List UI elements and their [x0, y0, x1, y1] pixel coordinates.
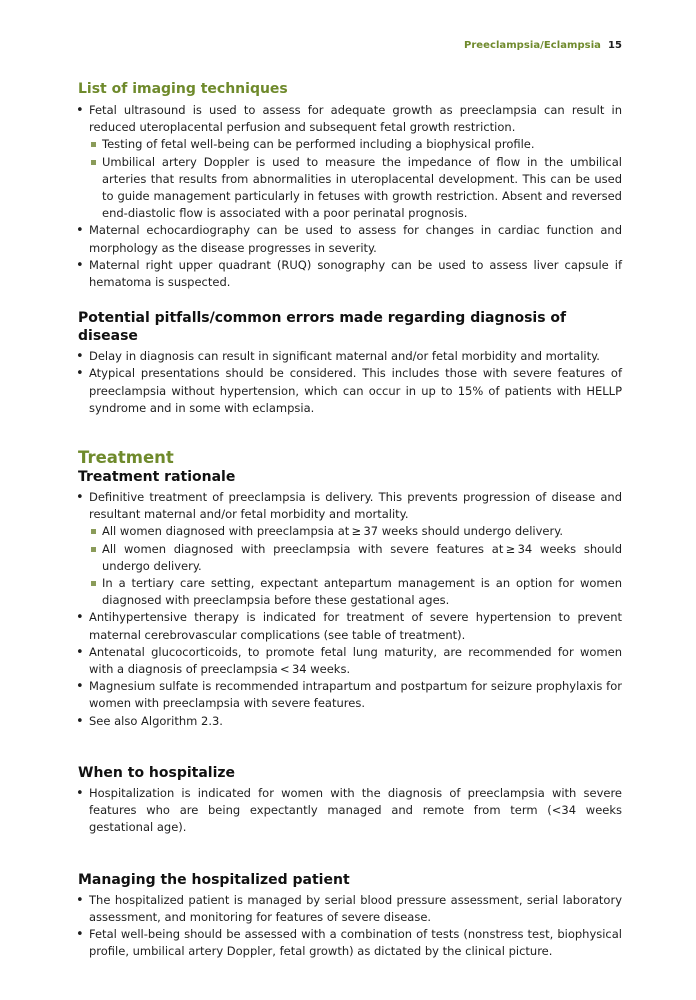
list-item: • Antenatal glucocorticoids, to promote fetal lung maturity, are recommended for women with a diagnosis of preeclampsia < 34 weeks. — [78, 644, 622, 678]
hospitalize-section — [78, 764, 622, 837]
treatment-list — [78, 489, 622, 730]
sub-list — [89, 523, 622, 609]
list-item: • Fetal well-being should be assessed with a combination of tests (nonstress test, biophysical profile, umbilical artery Doppler, fetal growth) as dictated by the clinical picture. — [78, 926, 622, 960]
sub-list-item: All women diagnosed with preeclampsia with severe features at ≥ 34 weeks should undergo delivery. — [89, 541, 622, 575]
list-item: • Maternal right upper quadrant (RUQ) sonography can be used to assess liver capsule if hematoma is suspected. — [78, 257, 622, 291]
list-item: • The hospitalized patient is managed by serial blood pressure assessment, serial laboratory assessment, and monitoring for features of severe disease. — [78, 892, 622, 926]
imaging-heading: List of imaging techniques — [78, 81, 288, 97]
list-item: • Maternal echocardiography can be used to assess for changes in cardiac function and morphology as the disease progresses in severity. — [78, 222, 622, 256]
sub-list-item: Umbilical artery Doppler is used to measure the impedance of flow in the umbilical arteries that results from abnormalities in uteroplacental development. This can be used to guide management particularly in fetuses with growth restriction. Absent and reversed end-diastolic flow is associated with a poor perinatal prognosis. — [89, 154, 622, 223]
list-item: • Antihypertensive therapy is indicated for treatment of severe hypertension to prevent maternal cerebrovascular complications (see table of treatment). — [78, 609, 622, 643]
treatment-rationale-heading: Treatment rationale — [78, 469, 236, 486]
sub-list-item: Testing of fetal well-being can be performed including a biophysical profile. — [89, 136, 622, 153]
list-item-text: Fetal ultrasound is used to assess for adequate growth as preeclampsia can result in reduced uteroplacental perfusion and subsequent fetal growth restriction. — [89, 103, 622, 135]
page-content — [78, 80, 622, 960]
sub-list-item: All women diagnosed with preeclampsia at ≥ 37 weeks should undergo delivery. — [89, 523, 622, 540]
hospitalize-list — [78, 785, 622, 837]
pitfalls-list — [78, 348, 622, 417]
page-header — [464, 40, 622, 51]
list-item: • Atypical presentations should be considered. This includes those with severe features of preeclampsia without hypertension, which can occur in up to 15% of patients with HELLP syndrome and in some with eclampsia. — [78, 365, 622, 417]
pitfalls-heading: Potential pitfalls/common errors made regarding diagnosis of disease — [78, 310, 567, 345]
pitfalls-section — [78, 309, 622, 417]
list-item: • See also Algorithm 2.3. — [78, 713, 622, 730]
managing-heading: Managing the hospitalized patient — [78, 871, 350, 888]
imaging-section — [78, 80, 622, 291]
list-item: • Magnesium sulfate is recommended intrapartum and postpartum for seizure prophylaxis for women with preeclampsia with severe features. — [78, 678, 622, 712]
treatment-heading: Treatment — [78, 448, 174, 468]
sub-list — [89, 136, 622, 222]
list-item — [78, 102, 622, 222]
managing-section — [78, 871, 622, 961]
list-item-text: Definitive treatment of preeclampsia is delivery. This prevents progression of disease and resultant maternal and/or fetal morbidity and mortality. — [89, 490, 622, 522]
sub-list-item: In a tertiary care setting, expectant antepartum management is an option for women diagnosed with preeclampsia before these gestational ages. — [89, 575, 622, 609]
imaging-list — [78, 102, 622, 291]
page-number: 15 — [607, 40, 622, 51]
treatment-section — [78, 448, 622, 730]
hospitalize-heading: When to hospitalize — [78, 764, 236, 781]
list-item — [78, 489, 622, 609]
managing-list — [78, 892, 622, 961]
list-item: • Hospitalization is indicated for women with the diagnosis of preeclampsia with severe features who are being expectantly managed and remote from term (<34 weeks gestational age). — [78, 785, 622, 837]
list-item: • Delay in diagnosis can result in significant maternal and/or fetal morbidity and mortality. — [78, 348, 622, 365]
running-title: Preeclampsia/Eclampsia — [463, 40, 601, 51]
